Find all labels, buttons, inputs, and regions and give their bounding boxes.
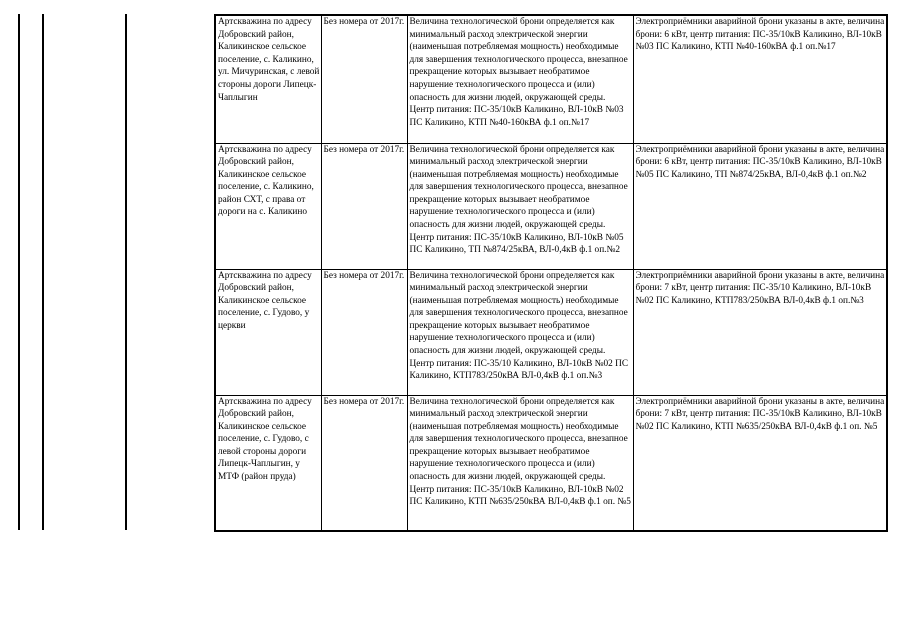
column-rule-2: [42, 14, 44, 530]
reserve-cell: Электроприёмники аварийной брони указаны в акте, величина брони: 6 кВт, центр питания: ПС-35/10кВ Каликино, ВЛ-10кВ №05 ПС Каликино, ТП №874/25кВА, ВЛ-0,4кВ ф.1 оп.№2: [633, 143, 887, 269]
reserve-cell: Электроприёмники аварийной брони указаны в акте, величина брони: 7 кВт, центр питания: ПС-35/10кВ Каликино, ВЛ-10кВ №02 ПС Каликино, КТП №635/250кВА ВЛ-0,4кВ ф.1 оп. №5: [633, 395, 887, 531]
description-cell: Величина технологической брони определяется как минимальный расход электрической энергии (наименьшая потребляемая мощность) необходимые для завершения технологического процесса, внезапное прекращение которых вызывает необратимое нарушение технологического процесса и (или) опасность для жизни людей, окружающей среды. Центр питания: ПС-35/10кВ Каликино, ВЛ-10кВ №02 ПС Каликино, КТП №635/250кВА ВЛ-0,4кВ ф.1 оп. №5: [407, 395, 633, 531]
location-cell: Артскважина по адресу Добровский район, Каликинское сельское поселение, с. Каликино, ул. Мичуринская, с левой стороны дороги Липецк-Чаплыгин: [215, 15, 321, 143]
number-cell: Без номера от 2017г.: [321, 269, 407, 395]
number-cell: Без номера от 2017г.: [321, 143, 407, 269]
table-row: [215, 15, 887, 143]
emergency-reserve-table: [214, 14, 888, 532]
number-cell: Без номера от 2017г.: [321, 15, 407, 143]
location-cell: Артскважина по адресу Добровский район, Каликинское сельское поселение, с. Гудово, у церкви: [215, 269, 321, 395]
column-rule-1: [18, 14, 20, 530]
number-cell: Без номера от 2017г.: [321, 395, 407, 531]
description-cell: Величина технологической брони определяется как минимальный расход электрической энергии (наименьшая потребляемая мощность) необходимые для завершения технологического процесса, внезапное прекращение которых вызывает необратимое нарушение технологического процесса и (или) опасность для жизни людей, окружающей среды. Центр питания: ПС-35/10кВ Каликино, ВЛ-10кВ №03 ПС Каликино, КТП №40-160кВА ф.1 оп.№17: [407, 15, 633, 143]
table-row: [215, 395, 887, 531]
location-cell: Артскважина по адресу Добровский район, Каликинское сельское поселение, с. Каликино, район СХТ, с права от дороги на с. Каликино: [215, 143, 321, 269]
table-row: [215, 143, 887, 269]
description-cell: Величина технологической брони определяется как минимальный расход электрической энергии (наименьшая потребляемая мощность) необходимые для завершения технологического процесса, внезапное прекращение которых вызывает необратимое нарушение технологического процесса и (или) опасность для жизни людей, окружающей среды. Центр питания: ПС-35/10кВ Каликино, ВЛ-10кВ №05 ПС Каликино, ТП №874/25кВА, ВЛ-0,4кВ ф.1 оп.№2: [407, 143, 633, 269]
reserve-cell: Электроприёмники аварийной брони указаны в акте, величина брони: 6 кВт, центр питания: ПС-35/10кВ Каликино, ВЛ-10кВ №03 ПС Каликино, КТП №40-160кВА ф.1 оп.№17: [633, 15, 887, 143]
table-row: [215, 269, 887, 395]
reserve-cell: Электроприёмники аварийной брони указаны в акте, величина брони: 7 кВт, центр питания: ПС-35/10 Каликино, ВЛ-10кВ №02 ПС Каликино, КТП783/250кВА ВЛ-0,4кВ ф.1 оп.№3: [633, 269, 887, 395]
column-rule-3: [125, 14, 127, 530]
description-cell: Величина технологической брони определяется как минимальный расход электрической энергии (наименьшая потребляемая мощность) необходимые для завершения технологического процесса, внезапное прекращение которых вызывает необратимое нарушение технологического процесса и (или) опасность для жизни людей, окружающей среды. Центр питания: ПС-35/10 Каликино, ВЛ-10кВ №02 ПС Каликино, КТП783/250кВА ВЛ-0,4кВ ф.1 оп.№3: [407, 269, 633, 395]
location-cell: Артскважина по адресу Добровский район, Каликинское сельское поселение, с. Гудово, с левой стороны дороги Липецк-Чаплыгин, у МТФ (район пруда): [215, 395, 321, 531]
